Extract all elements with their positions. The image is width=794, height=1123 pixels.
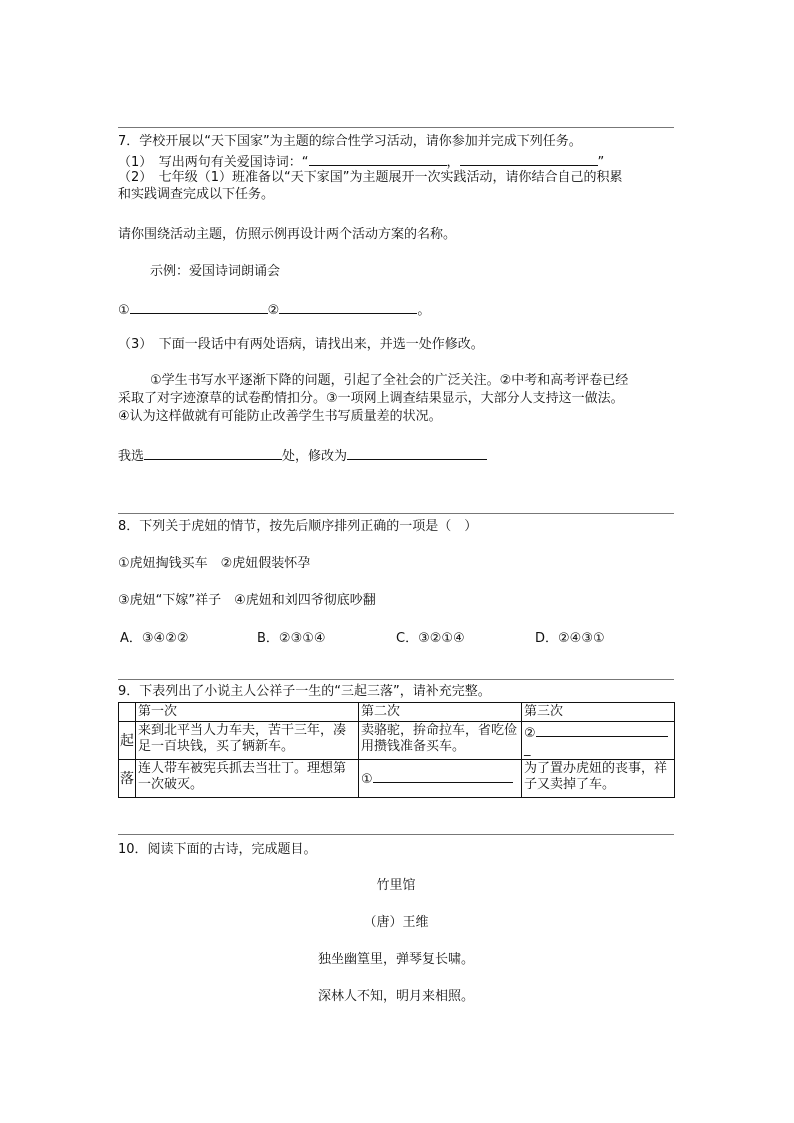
q7-sub2-line1: （2） 七年级（1）班准备以“天下家国”为主题展开一次实践活动，请你结合自己的积累 (118, 170, 623, 185)
q7-sub1 (118, 152, 678, 171)
table-header-1: 第一次 (136, 703, 359, 722)
q7-blank2-label: ② (267, 303, 280, 318)
q7-answer-blank-2[interactable] (347, 446, 487, 460)
q7-plan-blanks (118, 300, 678, 319)
rise-cell-3 (522, 722, 675, 760)
q7-answer-blank-1[interactable] (144, 446, 282, 460)
poem-title: 竹里馆 (376, 878, 416, 893)
fall-cell-1: 连人带车被宪兵抓去当壮丁。理想第一次破灭。 (136, 760, 359, 798)
q7-poem-blank-2[interactable] (460, 152, 598, 166)
rise-cell-3-label: ② (524, 726, 536, 741)
q7-answer (118, 446, 678, 465)
q9-table (118, 702, 675, 798)
rise-cell-2: 卖骆驼，拚命拉车，省吃俭用攒钱准备买车。 (359, 722, 522, 760)
fall-answer-blank[interactable] (373, 769, 513, 783)
rise-cell-3-tail: _ (524, 742, 531, 757)
table-header-row (119, 703, 675, 722)
q10-title: 10．阅读下面的古诗，完成题目。 (118, 842, 317, 857)
table-header-3: 第三次 (522, 703, 675, 722)
q8-option-d[interactable]: D．②④③① (535, 631, 605, 646)
row-label-rise: 起 (119, 722, 136, 760)
q7-para-line1: ①学生书写水平逐渐下降的问题，引起了全社会的广泛关注。②中考和高考评卷已经 (150, 373, 629, 388)
q7-para-line3: ④认为这样做就有可能防止改善学生书写质量差的状况。 (118, 409, 442, 424)
q7-sub1-prefix: （1） 写出两句有关爱国诗词：“ (118, 155, 309, 170)
q8-items-line1: ①虎妞掏钱买车 ②虎妞假装怀孕 (118, 556, 311, 571)
q7-sub3: （3） 下面一段话中有两处语病，请找出来，并选一处作修改。 (118, 337, 484, 352)
q7-para-line2: 采取了对字迹潦草的试卷酌情扣分。③一项网上调查结果显示，大部分人支持这一做法。 (118, 391, 624, 406)
divider-q10 (118, 834, 674, 835)
q8-option-b[interactable]: B．②③①④ (257, 631, 326, 646)
q7-blank1-label: ① (118, 303, 130, 318)
poem-line-2: 深林人不知，明月来相照。 (317, 989, 474, 1004)
rise-answer-blank[interactable] (536, 723, 668, 737)
q7-instruction: 请你围绕活动主题，仿照示例再设计两个活动方案的名称。 (118, 227, 457, 242)
divider-q7 (118, 127, 674, 128)
divider-q9 (118, 679, 674, 680)
table-header-2: 第二次 (359, 703, 522, 722)
q8-items-line2: ③虎妞“下嫁”祥子 ④虎妞和刘四爷彻底吵翻 (118, 593, 376, 608)
poem-author: （唐）王维 (363, 915, 429, 930)
q7-plan-blank-2[interactable] (279, 300, 417, 314)
q7-title: 7．学校开展以“天下国家”为主题的综合性学习活动，请你参加并完成下列任务。 (118, 134, 582, 149)
q7-blank-end: 。 (417, 303, 431, 318)
q9-title: 9．下表列出了小说主人公祥子一生的“三起三落”，请补充完整。 (118, 684, 491, 699)
q8-option-a[interactable]: A．③④②② (120, 631, 189, 646)
q7-poem-blank-1[interactable] (309, 152, 447, 166)
q7-sub1-suffix: ” (597, 155, 605, 170)
poem-line-1: 独坐幽篁里，弹琴复长啸。 (317, 952, 474, 967)
q7-sub2-line2: 和实践调查完成以下任务。 (118, 187, 275, 202)
row-label-fall: 落 (119, 760, 136, 798)
fall-cell-3: 为了置办虎妞的丧事，祥子又卖掉了车。 (522, 760, 675, 798)
table-row-rise (119, 722, 675, 760)
q7-sub1-mid: ， (446, 155, 460, 170)
q8-option-c[interactable]: C．③②①④ (396, 631, 465, 646)
q7-answer-mid: 处，修改为 (282, 449, 348, 464)
q7-answer-prefix: 我选 (118, 449, 145, 464)
fall-cell-2 (359, 760, 522, 798)
q8-title: 8．下列关于虎妞的情节，按先后顺序排列正确的一项是（ ） (118, 519, 478, 534)
q7-example: 示例：爱国诗词朗诵会 (150, 264, 281, 279)
table-corner-cell (119, 703, 136, 722)
fall-cell-2-label: ① (361, 772, 373, 787)
q7-plan-blank-1[interactable] (130, 300, 268, 314)
divider-q8 (118, 513, 674, 514)
table-row-fall (119, 760, 675, 798)
rise-cell-1: 来到北平当人力车夫，苦干三年，凑足一百块钱，买了辆新车。 (136, 722, 359, 760)
